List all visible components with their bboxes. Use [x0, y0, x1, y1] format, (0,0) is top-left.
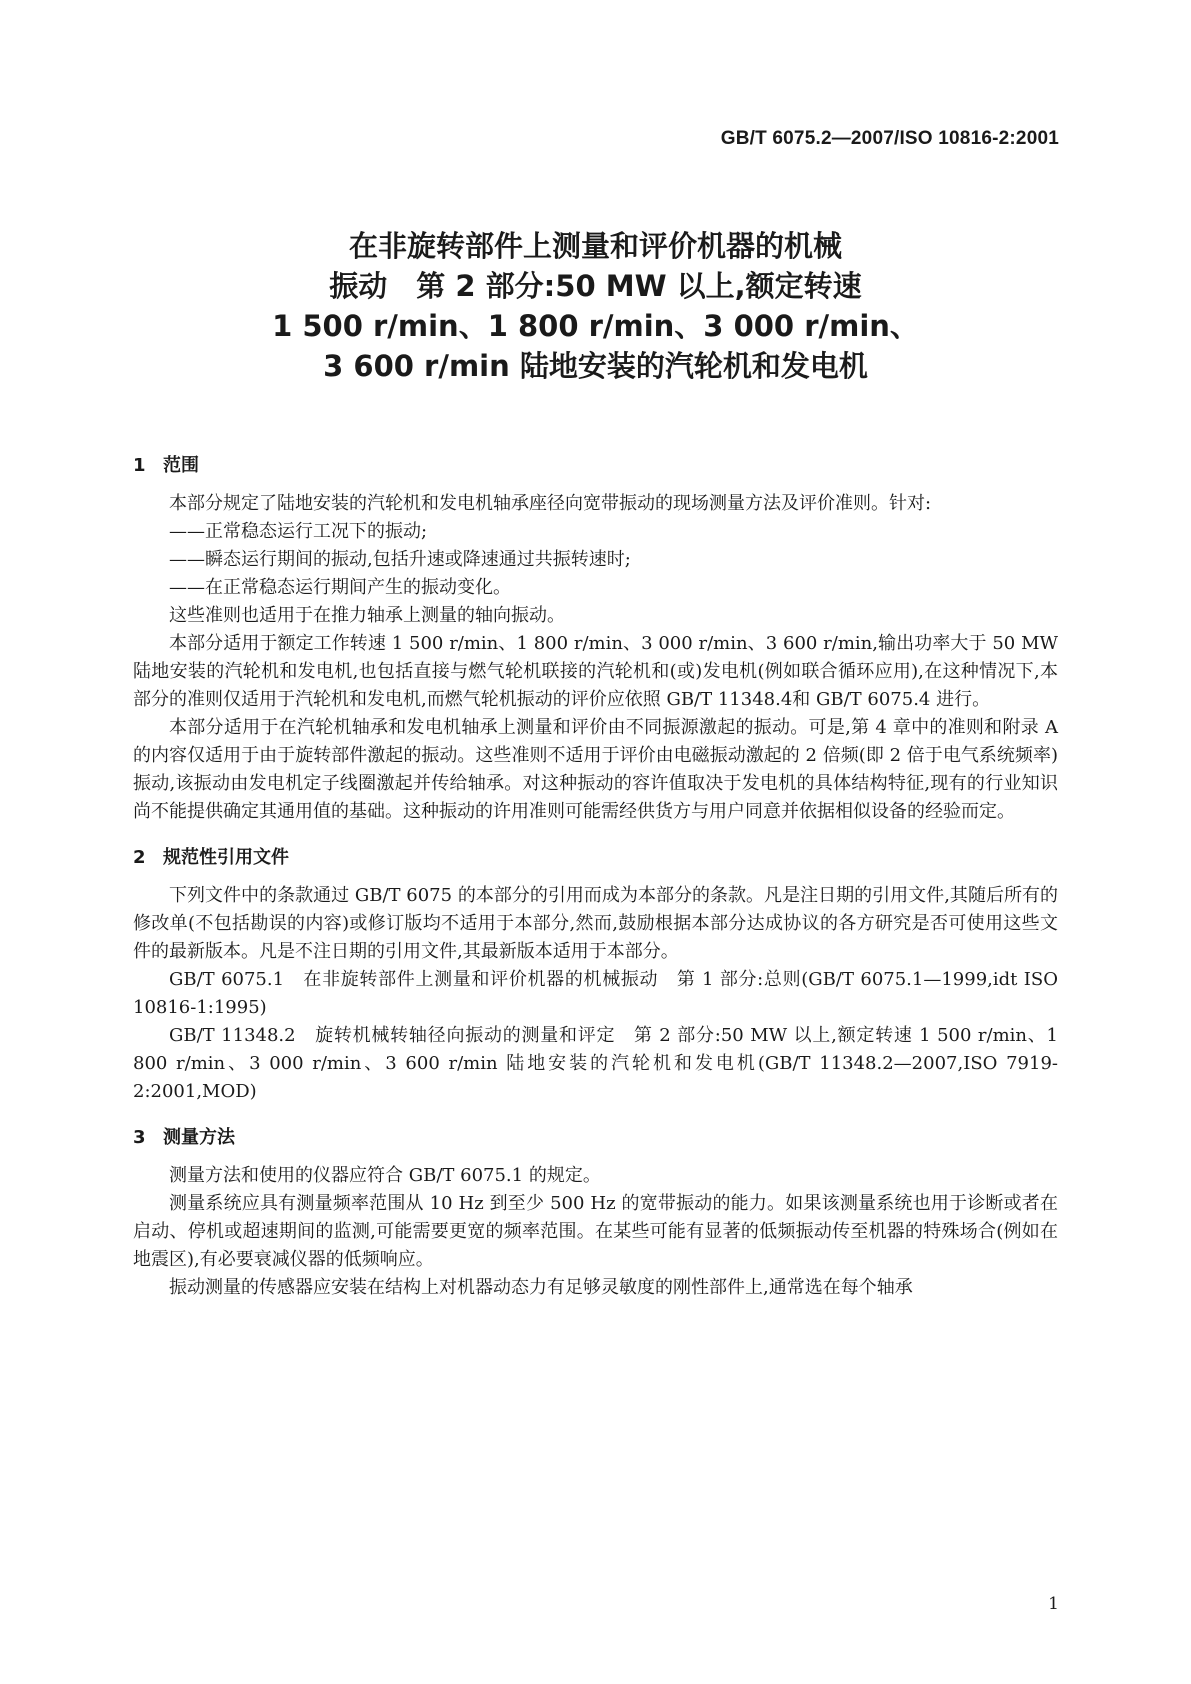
- paragraph: 下列文件中的条款通过 GB/T 6075 的本部分的引用而成为本部分的条款。凡是注日期的引用文件,其随后所有的修改单(不包括勘误的内容)或修订版均不适用于本部分,然而,鼓励根据本部分达成协议的各方研究是否可使用这些文件的最新版本。凡是不注日期的引用文件,其最新版本适用于本部分。: [133, 885, 1058, 962]
- title-line: 在非旋转部件上测量和评价机器的机械: [348, 229, 842, 263]
- section-title: 范围: [163, 455, 199, 476]
- paragraph: 振动测量的传感器应安装在结构上对机器动态力有足够灵敏度的刚性部件上,通常选在每个轴承: [169, 1277, 913, 1298]
- title-line: 振动 第 2 部分:50 MW 以上,额定转速: [329, 269, 862, 303]
- reference-entry: GB/T 11348.2 旋转机械转轴径向振动的测量和评定 第 2 部分:50 MW 以上,额定转速 1 500 r/min、1 800 r/min、3 000 r/min、3 600 r/min 陆地安装的汽轮机和发电机(GB/T 11348.2—2007,ISO 7919-2:2001,MOD): [133, 1025, 1058, 1102]
- section-title: 规范性引用文件: [163, 847, 289, 868]
- paragraph: 本部分规定了陆地安装的汽轮机和发电机轴承座径向宽带振动的现场测量方法及评价准则。针对:: [169, 493, 932, 514]
- list-item: ——瞬态运行期间的振动,包括升速或降速通过共振转速时;: [169, 549, 631, 570]
- title-line: 1 500 r/min、1 800 r/min、3 000 r/min、: [272, 309, 919, 343]
- standard-code: GB/T 6075.2—2007/ISO 10816-2:2001: [720, 128, 1059, 149]
- list-item: ——正常稳态运行工况下的振动;: [169, 521, 428, 542]
- document-body: [133, 452, 1058, 1302]
- paragraph: 测量方法和使用的仪器应符合 GB/T 6075.1 的规定。: [169, 1165, 601, 1186]
- title-line: 3 600 r/min 陆地安装的汽轮机和发电机: [323, 349, 868, 383]
- reference-entry: GB/T 6075.1 在非旋转部件上测量和评价机器的机械振动 第 1 部分:总则(GB/T 6075.1—1999,idt ISO 10816-1:1995): [133, 969, 1058, 1018]
- section-heading-normative-references: [133, 844, 1058, 872]
- list-item: ——在正常稳态运行期间产生的振动变化。: [169, 577, 511, 598]
- section-title: 测量方法: [163, 1127, 235, 1148]
- document-title: [0, 226, 1191, 386]
- paragraph: 测量系统应具有测量频率范围从 10 Hz 到至少 500 Hz 的宽带振动的能力。如果该测量系统也用于诊断或者在启动、停机或超速期间的监测,可能需要更宽的频率范围。在某些可能有显著的低频振动传至机器的特殊场合(例如在地震区),有必要衰减仪器的低频响应。: [133, 1193, 1058, 1270]
- page-number: 1: [1048, 1594, 1059, 1614]
- paragraph: 本部分适用于在汽轮机轴承和发电机轴承上测量和评价由不同振源激起的振动。可是,第 4 章中的准则和附录 A 的内容仅适用于由于旋转部件激起的振动。这些准则不适用于评价由电磁振动激起的 2 倍频(即 2 倍于电气系统频率)振动,该振动由发电机定子线圈激起并传给轴承。对这种振动的容许值取决于发电机的具体结构特征,现有的行业知识尚不能提供确定其通用值的基础。这种振动的许用准则可能需经供货方与用户同意并依据相似设备的经验而定。: [133, 717, 1058, 822]
- section-heading-scope: [133, 452, 1058, 480]
- paragraph: 这些准则也适用于在推力轴承上测量的轴向振动。: [169, 605, 565, 626]
- section-number: 2: [133, 847, 146, 868]
- section-number: 1: [133, 455, 146, 476]
- paragraph: 本部分适用于额定工作转速 1 500 r/min、1 800 r/min、3 000 r/min、3 600 r/min,输出功率大于 50 MW陆地安装的汽轮机和发电机,也包括直接与燃气轮机联接的汽轮机和(或)发电机(例如联合循环应用),在这种情况下,本部分的准则仅适用于汽轮机和发电机,而燃气轮机振动的评价应依照 GB/T 11348.4和 GB/T 6075.4 进行。: [133, 633, 1058, 710]
- section-heading-measurement: [133, 1124, 1058, 1152]
- section-number: 3: [133, 1127, 146, 1148]
